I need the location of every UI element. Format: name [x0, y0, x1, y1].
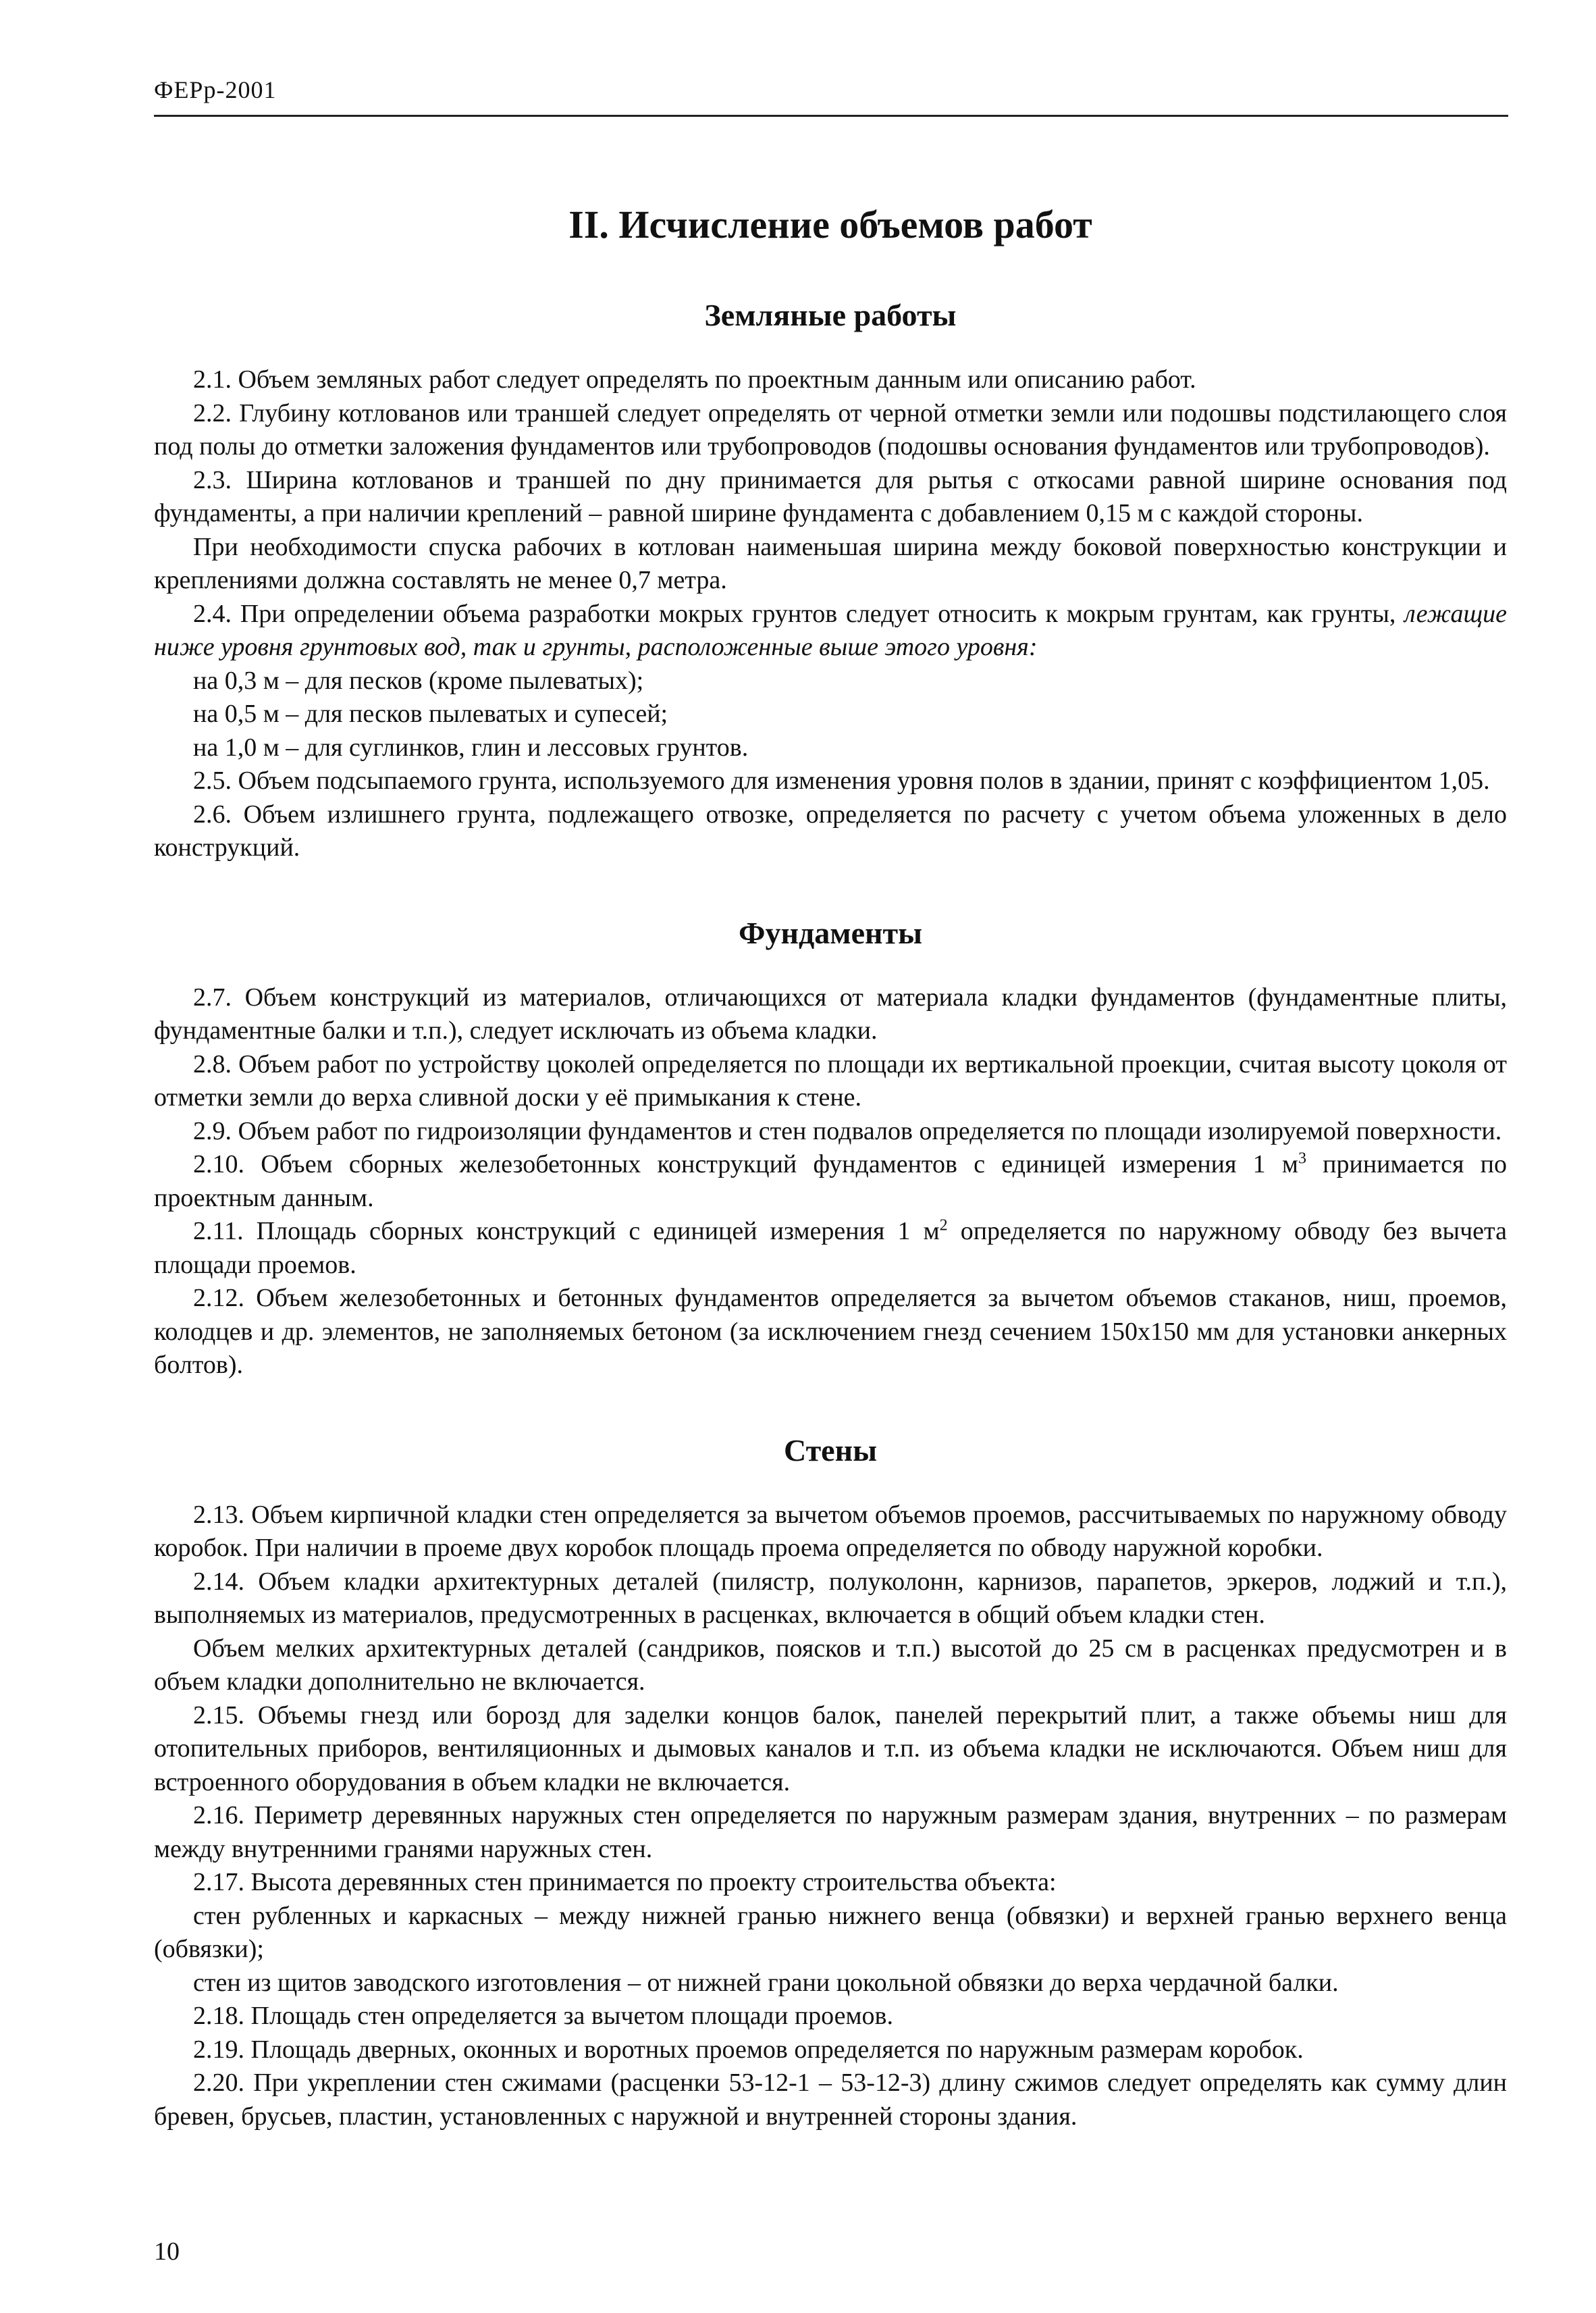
- paragraph-2-4: [154, 598, 1507, 665]
- paragraph-2-19: 2.19. Площадь дверных, оконных и воротных проемов определяется по наружным размерам коробок.: [193, 2035, 1304, 2064]
- paragraph-2-7: 2.7. Объем конструкций из материалов, отличающихся от материала кладки фундаментов (фундаментные плиты, фундаментные балки и т.п.), следует исключать из объема кладки.: [154, 983, 1507, 1045]
- superscript-3: 3: [1298, 1149, 1306, 1168]
- paragraph-2-13: 2.13. Объем кирпичной кладки стен определяется за вычетом объемов проемов, рассчитываемых по наружному обводу коробок. При наличии в проеме двух коробок площадь проема определяется по обводу наружной коробки.: [154, 1500, 1507, 1562]
- header-divider: [154, 115, 1508, 117]
- section-heading-walls: Стены: [783, 1432, 878, 1467]
- paragraph-2-10-tail: принимается по проектным данным.: [154, 1150, 1507, 1212]
- paragraph-2-11-tail: определяется по наружному обводу без вычета площади проемов.: [154, 1217, 1507, 1279]
- paragraph-2-18: 2.18. Площадь стен определяется за вычетом площади проемов.: [193, 2002, 894, 2030]
- paragraph-2-17: 2.17. Высота деревянных стен принимается по проекту строительства объекта:: [193, 1868, 1057, 1896]
- paragraph-2-6: 2.6. Объем излишнего грунта, подлежащего отвозке, определяется по расчету с учетом объема уложенных в дело конструкций.: [154, 800, 1507, 862]
- paragraph-2-3: 2.3. Ширина котлованов и траншей по дну принимается для рытья с откосами равной ширине основания под фундаменты, а при наличии креплений – равной ширине фундамента с добавлением 0,15 м с каждой стороны.: [154, 465, 1507, 527]
- paragraph-2-14-note: Объем мелких архитектурных деталей (сандриков, поясков и т.п.) высотой до 25 см в расценках предусмотрен и в объем кладки дополнительно не включается.: [154, 1634, 1507, 1696]
- page-number: 10: [154, 2237, 180, 2266]
- paragraph-2-11: [154, 1215, 1507, 1282]
- paragraph-2-1: 2.1. Объем земляных работ следует определять по проектным данным или описанию работ.: [193, 365, 1196, 394]
- page-content: [154, 203, 1507, 2133]
- section-heading-foundations: Фундаменты: [738, 915, 923, 950]
- paragraph-2-10: [154, 1148, 1507, 1215]
- paragraph-2-9: 2.9. Объем работ по гидроизоляции фундаментов и стен подвалов определяется по площади изолируемой поверхности.: [193, 1116, 1502, 1145]
- section-heading-earthworks: Земляные работы: [704, 298, 957, 332]
- paragraph-2-17-a: стен рубленных и каркасных – между нижней гранью нижнего венца (обвязки) и верхней гранью верхнего венца (обвязки);: [154, 1901, 1507, 1963]
- paragraph-2-10-text: 2.10. Объем сборных железобетонных конструкций фундаментов с единицей измерения 1 м: [193, 1150, 1298, 1178]
- list-item: на 0,3 м – для песков (кроме пылеватых);: [193, 666, 644, 695]
- page-title: II. Исчисление объемов работ: [568, 203, 1092, 246]
- paragraph-2-8: 2.8. Объем работ по устройству цоколей определяется по площади их вертикальной проекции, считая высоту цоколя от отметки земли до верха сливной доски у её примыкания к стене.: [154, 1049, 1507, 1112]
- paragraph-2-20: 2.20. При укреплении стен сжимами (расценки 53-12-1 – 53-12-3) длину сжимов следует определять как сумму длин бревен, брусьев, пластин, установленных с наружной и внутренней стороны здания.: [154, 2069, 1507, 2131]
- paragraph-2-4-italic: лежащие ниже уровня грунтовых вод, так и грунты, расположенные выше этого уровня:: [154, 599, 1507, 661]
- paragraph-2-14: 2.14. Объем кладки архитектурных деталей (пилястр, полуколонн, карнизов, парапетов, эркеров, лоджий и т.п.), выполняемых из материалов, предусмотренных в расценках, включается в общий объем кладки стен.: [154, 1567, 1507, 1629]
- paragraph-2-5: 2.5. Объем подсыпаемого грунта, используемого для изменения уровня полов в здании, принят с коэффициентом 1,05.: [193, 766, 1490, 795]
- paragraph-2-3-note: При необходимости спуска рабочих в котлован наименьшая ширина между боковой поверхностью конструкции и креплениями должна составлять не менее 0,7 метра.: [154, 532, 1507, 594]
- page-header: [154, 76, 1508, 104]
- paragraph-2-12: 2.12. Объем железобетонных и бетонных фундаментов определяется за вычетом объемов стаканов, ниш, проемов, колодцев и др. элементов, не заполняемых бетоном (за исключением гнезд сечением 150х150 мм для установки анкерных болтов).: [154, 1284, 1507, 1379]
- list-item: на 1,0 м – для суглинков, глин и лессовых грунтов.: [193, 733, 749, 762]
- paragraph-2-15: 2.15. Объемы гнезд или борозд для заделки концов балок, панелей перекрытий плит, а также объемы ниш для отопительных приборов, вентиляционных и дымовых каналов и т.п. из объема кладки не исключаются. Объем ниш для встроенного оборудования в объем кладки не включается.: [154, 1700, 1507, 1796]
- document-code: ФЕРр-2001: [154, 76, 277, 103]
- paragraph-2-4-lead: 2.4. При определении объема разработки мокрых грунтов следует относить к мокрым грунтам, как грунты,: [193, 599, 1396, 628]
- paragraph-2-16: 2.16. Периметр деревянных наружных стен определяется по наружным размерам здания, внутренних – по размерам между внутренними гранями наружных стен.: [154, 1801, 1507, 1863]
- list-item: на 0,5 м – для песков пылеватых и супесей;: [193, 700, 668, 728]
- superscript-2: 2: [939, 1216, 948, 1235]
- paragraph-2-11-text: 2.11. Площадь сборных конструкций с единицей измерения 1 м: [193, 1217, 940, 1245]
- paragraph-2-17-b: стен из щитов заводского изготовления – от нижней грани цокольной обвязки до верха чердачной балки.: [193, 1968, 1339, 1997]
- paragraph-2-2: 2.2. Глубину котлованов или траншей следует определять от черной отметки земли или подошвы подстилающего слоя под полы до отметки заложения фундаментов или трубопроводов (подошвы основания фундаментов или трубопроводов).: [154, 398, 1507, 461]
